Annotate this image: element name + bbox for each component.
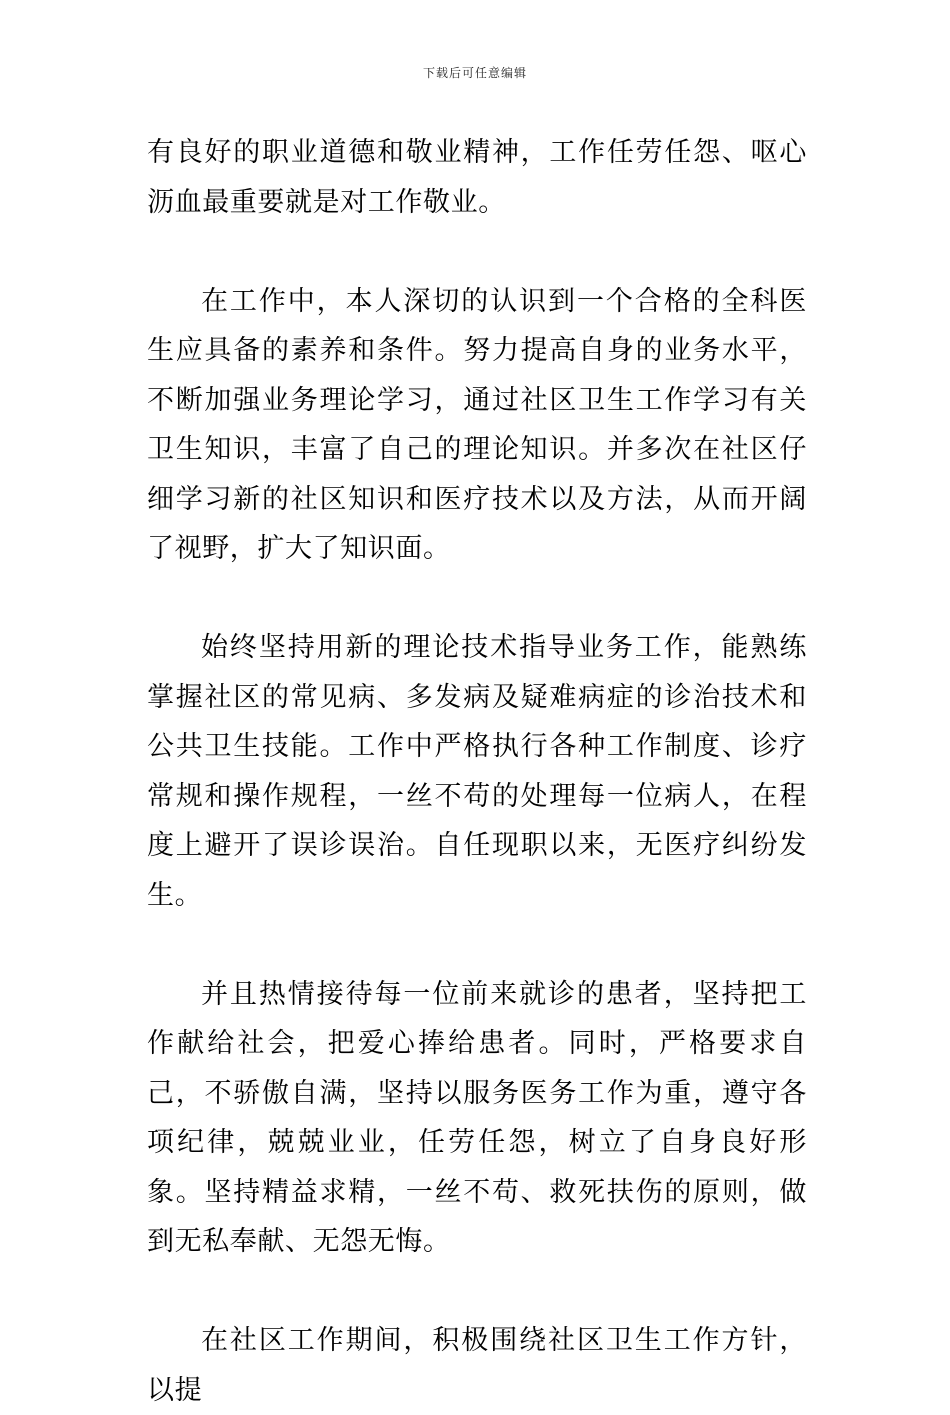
paragraph-gap <box>147 574 807 624</box>
paragraph-4: 并且热情接待每一位前来就诊的患者，坚持把工作献给社会，把爱心捧给患者。同时，严格要求自己，不骄傲自满，坚持以服务医务工作为重，遵守各项纪律，兢兢业业，任劳任怨，树立了自身良好形象。坚持精益求精，一丝不苟、救死扶伤的原则，做到无私奉献、无怨无悔。 <box>147 978 807 1257</box>
paragraph-1: 有良好的职业道德和敬业精神，工作任劳任怨、呕心沥血最重要就是对工作敬业。 <box>147 137 807 218</box>
paragraph-gap <box>147 1267 807 1317</box>
paragraph-5: 在社区工作期间，积极围绕社区卫生工作方针，以提 <box>147 1325 807 1406</box>
paragraph-gap <box>147 920 807 970</box>
page-header-note: 下载后可任意编辑 <box>422 66 527 80</box>
document-body <box>147 128 807 1415</box>
paragraph-2: 在工作中，本人深切的认识到一个合格的全科医生应具备的素养和条件。努力提高自身的业务水平，不断加强业务理论学习，通过社区卫生工作学习有关卫生知识，丰富了自己的理论知识。并多次在社区仔细学习新的社区知识和医疗技术以及方法，从而开阔了视野，扩大了知识面。 <box>147 285 807 564</box>
paragraph-gap <box>147 227 807 277</box>
paragraph-3: 始终坚持用新的理论技术指导业务工作，能熟练掌握社区的常见病、多发病及疑难病症的诊治技术和公共卫生技能。工作中严格执行各种工作制度、诊疗常规和操作规程，一丝不苟的处理每一位病人，在程度上避开了误诊误治。自任现职以来，无医疗纠纷发生。 <box>147 632 807 911</box>
